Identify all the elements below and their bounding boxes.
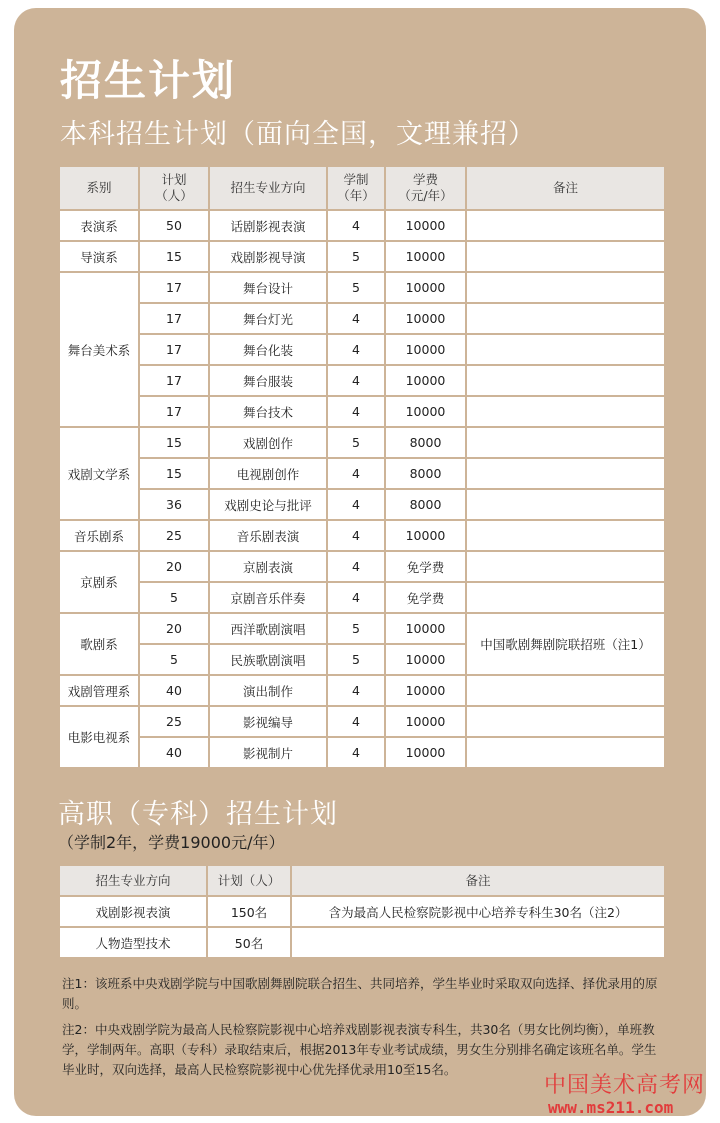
table-row <box>59 210 665 241</box>
years-cell: 5 <box>327 241 385 272</box>
years-cell: 4 <box>327 582 385 613</box>
dept-cell: 舞台美术系 <box>59 272 139 427</box>
major-cell: 舞台技术 <box>209 396 327 427</box>
note-cell <box>291 927 665 958</box>
fee-cell: 10000 <box>385 334 466 365</box>
major-cell: 西洋歌剧演唱 <box>209 613 327 644</box>
years-cell: 4 <box>327 210 385 241</box>
major-cell: 戏剧影视导演 <box>209 241 327 272</box>
note-cell <box>466 489 665 520</box>
plan-cell: 17 <box>139 272 209 303</box>
note-cell <box>466 396 665 427</box>
table-header-row <box>59 166 665 210</box>
plan-cell: 15 <box>139 427 209 458</box>
plan-cell: 20 <box>139 551 209 582</box>
vocational-plan-subtitle: （学制2年，学费19000元/年） <box>58 833 285 852</box>
col-header-dept: 系别 <box>59 166 139 210</box>
fee-cell: 免学费 <box>385 582 466 613</box>
fee-cell: 10000 <box>385 365 466 396</box>
col-header-note: 备注 <box>291 865 665 896</box>
years-cell: 4 <box>327 303 385 334</box>
years-cell: 4 <box>327 458 385 489</box>
note-cell <box>466 675 665 706</box>
note-cell: 含为最高人民检察院影视中心培养专科生30名（注2） <box>291 896 665 927</box>
major-cell: 人物造型技术 <box>59 927 207 958</box>
table-row <box>59 613 665 644</box>
major-cell: 演出制作 <box>209 675 327 706</box>
plan-cell: 40 <box>139 675 209 706</box>
years-cell: 4 <box>327 334 385 365</box>
major-cell: 舞台服装 <box>209 365 327 396</box>
table-row <box>59 303 665 334</box>
plan-cell: 25 <box>139 520 209 551</box>
watermark-url: www.ms211.com <box>548 1098 674 1117</box>
plan-cell: 5 <box>139 644 209 675</box>
major-cell: 话剧影视表演 <box>209 210 327 241</box>
dept-cell: 音乐剧系 <box>59 520 139 551</box>
years-cell: 4 <box>327 675 385 706</box>
page-title: 招生计划 <box>60 56 237 105</box>
years-cell: 4 <box>327 706 385 737</box>
dept-cell: 京剧系 <box>59 551 139 613</box>
years-cell: 4 <box>327 365 385 396</box>
table-row <box>59 582 665 613</box>
years-cell: 4 <box>327 737 385 768</box>
note-cell <box>466 241 665 272</box>
note-cell <box>466 272 665 303</box>
note-cell <box>466 520 665 551</box>
years-cell: 4 <box>327 396 385 427</box>
major-cell: 音乐剧表演 <box>209 520 327 551</box>
major-cell: 戏剧史论与批评 <box>209 489 327 520</box>
dept-cell: 歌剧系 <box>59 613 139 675</box>
note-cell <box>466 365 665 396</box>
plan-cell: 25 <box>139 706 209 737</box>
dept-cell: 表演系 <box>59 210 139 241</box>
fee-cell: 免学费 <box>385 551 466 582</box>
fee-cell: 10000 <box>385 303 466 334</box>
col-header-major: 招生专业方向 <box>209 166 327 210</box>
plan-cell: 36 <box>139 489 209 520</box>
vocational-plan-table <box>58 864 666 959</box>
table-row <box>59 427 665 458</box>
table-row <box>59 520 665 551</box>
years-cell: 5 <box>327 272 385 303</box>
note-cell <box>466 427 665 458</box>
major-cell: 影视制片 <box>209 737 327 768</box>
fee-cell: 10000 <box>385 396 466 427</box>
table-row <box>59 927 665 958</box>
table-row <box>59 272 665 303</box>
fee-cell: 10000 <box>385 706 466 737</box>
years-cell: 5 <box>327 613 385 644</box>
fee-cell: 10000 <box>385 737 466 768</box>
plan-cell: 150名 <box>207 896 291 927</box>
plan-cell: 50 <box>139 210 209 241</box>
undergrad-plan-table <box>58 165 666 769</box>
major-cell: 京剧音乐伴奏 <box>209 582 327 613</box>
dept-cell: 导演系 <box>59 241 139 272</box>
note-cell <box>466 582 665 613</box>
major-cell: 舞台灯光 <box>209 303 327 334</box>
fee-cell: 10000 <box>385 520 466 551</box>
table-row <box>59 737 665 768</box>
dept-cell: 电影电视系 <box>59 706 139 768</box>
fee-cell: 10000 <box>385 675 466 706</box>
table-row <box>59 365 665 396</box>
major-cell: 舞台设计 <box>209 272 327 303</box>
table-row <box>59 675 665 706</box>
fee-cell: 10000 <box>385 241 466 272</box>
note-cell <box>466 706 665 737</box>
col-header-years: 学制 （年） <box>327 166 385 210</box>
years-cell: 4 <box>327 551 385 582</box>
note-cell <box>466 303 665 334</box>
plan-cell: 50名 <box>207 927 291 958</box>
col-header-major: 招生专业方向 <box>59 865 207 896</box>
plan-cell: 17 <box>139 396 209 427</box>
note-cell <box>466 334 665 365</box>
fee-cell: 8000 <box>385 458 466 489</box>
note-cell <box>466 210 665 241</box>
fee-cell: 10000 <box>385 613 466 644</box>
fee-cell: 10000 <box>385 272 466 303</box>
table-row <box>59 896 665 927</box>
table-row <box>59 458 665 489</box>
plan-cell: 17 <box>139 365 209 396</box>
note-cell <box>466 458 665 489</box>
major-cell: 戏剧创作 <box>209 427 327 458</box>
table-row <box>59 334 665 365</box>
footnote-2: 注2：中央戏剧学院为最高人民检察院影视中心培养戏剧影视表演专科生，共30名（男女比例均衡），单班教学，学制两年。高职（专科）录取结束后，根据2013年专业考试成绩，男女生分别排名确定该班名单。学生毕业时，双向选择，最高人民检察院影视中心优先择优录用10至15名。 <box>62 1022 657 1077</box>
col-header-plan: 计划（人） <box>207 865 291 896</box>
years-cell: 5 <box>327 427 385 458</box>
table-row <box>59 396 665 427</box>
major-cell: 舞台化装 <box>209 334 327 365</box>
undergrad-plan-title: 本科招生计划（面向全国，文理兼招） <box>60 119 536 150</box>
table-header-row <box>59 865 665 896</box>
plan-cell: 40 <box>139 737 209 768</box>
note-cell <box>466 737 665 768</box>
plan-cell: 17 <box>139 334 209 365</box>
watermark-site-name: 中国美术高考网 <box>544 1073 706 1098</box>
col-header-plan: 计划 （人） <box>139 166 209 210</box>
vocational-plan-title: 高职（专科）招生计划 <box>58 799 338 830</box>
plan-cell: 5 <box>139 582 209 613</box>
footnote-1: 注1：该班系中央戏剧学院与中国歌剧舞剧院联合招生、共同培养，学生毕业时采取双向选择、择优录用的原则。 <box>62 976 658 1011</box>
col-header-note: 备注 <box>466 166 665 210</box>
col-header-fee: 学费 （元/年） <box>385 166 466 210</box>
plan-cell: 15 <box>139 458 209 489</box>
major-cell: 京剧表演 <box>209 551 327 582</box>
note-cell <box>466 551 665 582</box>
years-cell: 5 <box>327 644 385 675</box>
dept-cell: 戏剧文学系 <box>59 427 139 520</box>
fee-cell: 10000 <box>385 210 466 241</box>
dept-cell: 戏剧管理系 <box>59 675 139 706</box>
plan-cell: 15 <box>139 241 209 272</box>
fee-cell: 8000 <box>385 427 466 458</box>
years-cell: 4 <box>327 489 385 520</box>
major-cell: 戏剧影视表演 <box>59 896 207 927</box>
table-row <box>59 241 665 272</box>
table-row <box>59 489 665 520</box>
plan-cell: 17 <box>139 303 209 334</box>
fee-cell: 10000 <box>385 644 466 675</box>
years-cell: 4 <box>327 520 385 551</box>
fee-cell: 8000 <box>385 489 466 520</box>
table-row <box>59 706 665 737</box>
major-cell: 电视剧创作 <box>209 458 327 489</box>
major-cell: 影视编导 <box>209 706 327 737</box>
plan-cell: 20 <box>139 613 209 644</box>
major-cell: 民族歌剧演唱 <box>209 644 327 675</box>
note-cell: 中国歌剧舞剧院联招班（注1） <box>466 613 665 675</box>
table-row <box>59 551 665 582</box>
